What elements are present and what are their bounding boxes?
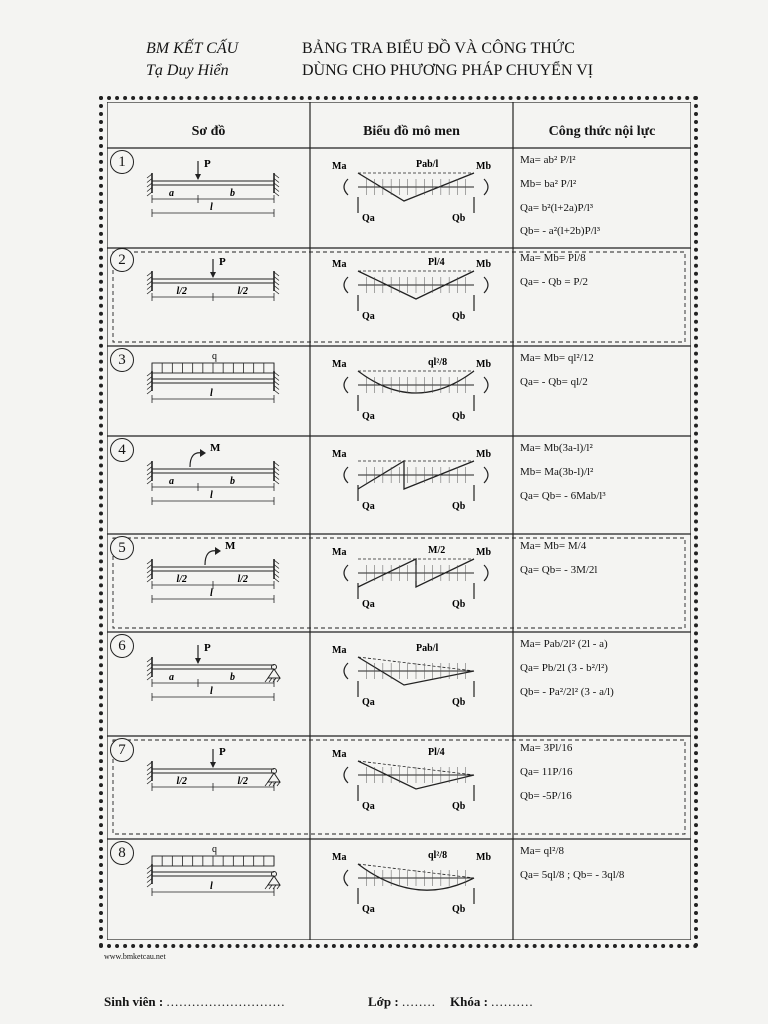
internal-force-formulas	[520, 540, 597, 588]
load-label: q	[212, 351, 217, 362]
span-label: l/2	[176, 286, 188, 297]
formula-line: Qb= - a²(l+2b)P/l³	[520, 225, 601, 238]
beam-scheme-diagram	[110, 349, 300, 433]
department-label: BM KẾT CẤU	[146, 40, 239, 57]
formula-line: Qa= Pb/2l (3 - b²/l²)	[520, 661, 608, 674]
shear-label: Qa	[362, 213, 375, 224]
total-length-label: l	[210, 490, 213, 501]
formula-line: Qa= Qb= - 3M/2l	[520, 563, 598, 576]
peak-moment-label: Pab/l	[416, 159, 439, 170]
span-label: l/2	[176, 776, 188, 787]
span-label: l/2	[237, 776, 249, 787]
course-label: Khóa :	[450, 994, 488, 1009]
formula-line: Qa= - Qb= ql/2	[520, 375, 588, 388]
moment-diagram	[314, 842, 510, 937]
shear-label: Qa	[362, 311, 375, 322]
end-moment-label: Mb	[476, 547, 491, 558]
moment-diagram	[314, 635, 510, 733]
beam-scheme-diagram	[110, 537, 300, 629]
end-moment-label: Ma	[332, 449, 347, 460]
formula-line: Qa= b²(l+2a)P/l³	[520, 201, 594, 214]
span-label: a	[169, 188, 174, 199]
internal-force-formulas	[520, 154, 600, 249]
total-length-label: l	[210, 881, 213, 892]
shear-label: Qb	[452, 904, 466, 915]
end-moment-label: Mb	[476, 359, 491, 370]
load-label: M	[210, 442, 221, 454]
total-length-label: l	[210, 388, 213, 399]
end-moment-label: Mb	[476, 449, 491, 460]
moment-diagram	[314, 439, 510, 531]
end-moment-label: Ma	[332, 359, 347, 370]
moment-diagram	[314, 349, 510, 433]
formula-line: Ma= Mb= ql²/12	[520, 352, 594, 364]
end-moment-label: Mb	[476, 161, 491, 172]
row-number: 6	[110, 634, 134, 658]
shear-label: Qb	[452, 697, 466, 708]
document-title-line-1: BẢNG TRA BIỂU ĐỒ VÀ CÔNG THỨC	[302, 40, 575, 57]
beam-scheme-diagram	[110, 842, 300, 937]
formula-line: Ma= 3Pl/16	[520, 742, 573, 754]
formula-line: Mb= Ma(3b-l)/l²	[520, 465, 594, 478]
beam-scheme-diagram	[110, 151, 300, 243]
document-title-line-2: DÙNG CHO PHƯƠNG PHÁP CHUYỂN VỊ	[302, 62, 594, 79]
moment-diagram	[314, 151, 510, 243]
peak-moment-label: Pl/4	[428, 257, 445, 268]
peak-moment-label: Pl/4	[428, 747, 445, 758]
beam-scheme-diagram	[110, 635, 300, 733]
end-moment-label: Mb	[476, 852, 491, 863]
formula-line: Ma= ab² P/l²	[520, 154, 576, 166]
end-moment-label: Ma	[332, 547, 347, 558]
span-label: b	[230, 188, 235, 199]
load-label: P	[204, 158, 211, 170]
end-moment-label: Ma	[332, 852, 347, 863]
peak-moment-label: M/2	[428, 545, 446, 556]
author-label: Tạ Duy Hiển	[146, 62, 229, 79]
internal-force-formulas	[520, 352, 594, 400]
shear-label: Qa	[362, 801, 375, 812]
column-header-formula: Công thức nội lực	[548, 124, 656, 139]
load-label: P	[219, 256, 226, 268]
span-label: l/2	[237, 574, 249, 585]
peak-moment-label: Pab/l	[416, 643, 439, 654]
shear-label: Qa	[362, 697, 375, 708]
internal-force-formulas	[520, 252, 588, 300]
peak-moment-label: ql²/8	[428, 357, 448, 368]
course-field: Khóa : ..........	[450, 994, 534, 1009]
end-moment-label: Ma	[332, 161, 347, 172]
row-number: 4	[110, 438, 134, 462]
end-moment-label: Mb	[476, 259, 491, 270]
column-header-diagram: Sơ đồ	[191, 124, 226, 139]
shear-label: Qb	[452, 411, 466, 422]
total-length-label: l	[210, 686, 213, 697]
internal-force-formulas	[520, 442, 606, 513]
class-label: Lớp :	[368, 994, 399, 1009]
formula-line: Qa= 11P/16	[520, 765, 573, 778]
load-label: q	[212, 844, 217, 855]
span-label: b	[230, 476, 235, 487]
shear-label: Qb	[452, 599, 466, 610]
formula-line: Ma= Pab/2l² (2l - a)	[520, 638, 608, 650]
moment-diagram	[314, 249, 510, 341]
formula-line: Mb= ba² P/l²	[520, 177, 577, 190]
formula-line: Ma= Mb= M/4	[520, 540, 587, 552]
span-label: l/2	[176, 574, 188, 585]
total-length-label: l	[210, 588, 213, 599]
shear-label: Qa	[362, 904, 375, 915]
row-number: 3	[110, 348, 134, 372]
span-label: a	[169, 476, 174, 487]
class-field: Lớp : ........	[368, 994, 436, 1009]
shear-label: Qb	[452, 501, 466, 512]
end-moment-label: Ma	[332, 645, 347, 656]
load-label: P	[204, 642, 211, 654]
formula-line: Qa= 5ql/8 ; Qb= - 3ql/8	[520, 868, 625, 881]
peak-moment-label: ql²/8	[428, 850, 448, 861]
row-number: 5	[110, 536, 134, 560]
beam-scheme-diagram	[110, 249, 300, 341]
span-label: a	[169, 672, 174, 683]
internal-force-formulas	[520, 845, 624, 893]
moment-diagram	[314, 739, 510, 836]
beam-scheme-diagram	[110, 439, 300, 531]
span-label: l/2	[237, 286, 249, 297]
shear-label: Qa	[362, 501, 375, 512]
student-label: Sinh viên :	[104, 994, 164, 1009]
row-number: 2	[110, 248, 134, 272]
row-number: 7	[110, 738, 134, 762]
column-header-moment: Biểu đồ mô men	[363, 124, 460, 139]
shear-label: Qa	[362, 411, 375, 422]
formula-line: Ma= Mb(3a-l)/l²	[520, 442, 593, 454]
formula-line: Qb= -5P/16	[520, 789, 572, 802]
span-label: b	[230, 672, 235, 683]
row-number: 1	[110, 150, 134, 174]
row-number: 8	[110, 841, 134, 865]
internal-force-formulas	[520, 742, 573, 813]
end-moment-label: Ma	[332, 259, 347, 270]
total-length-label: l	[210, 202, 213, 213]
formula-line: Ma= Mb= Pl/8	[520, 252, 586, 264]
load-label: M	[225, 540, 236, 552]
formula-line: Qa= - Qb = P/2	[520, 275, 589, 288]
internal-force-formulas	[520, 638, 614, 709]
shear-label: Qa	[362, 599, 375, 610]
formula-line: Qa= Qb= - 6Mab/l³	[520, 489, 606, 502]
end-moment-label: Ma	[332, 749, 347, 760]
website-url: www.bmketcau.net	[104, 952, 166, 961]
moment-diagram	[314, 537, 510, 629]
shear-label: Qb	[452, 801, 466, 812]
shear-label: Qb	[452, 213, 466, 224]
student-field: Sinh viên : ............................	[104, 994, 286, 1009]
formula-line: Qb= - Pa²/2l² (3 - a/l)	[520, 685, 614, 698]
beam-scheme-diagram	[110, 739, 300, 836]
shear-label: Qb	[452, 311, 466, 322]
load-label: P	[219, 746, 226, 758]
formula-line: Ma= ql²/8	[520, 845, 565, 857]
